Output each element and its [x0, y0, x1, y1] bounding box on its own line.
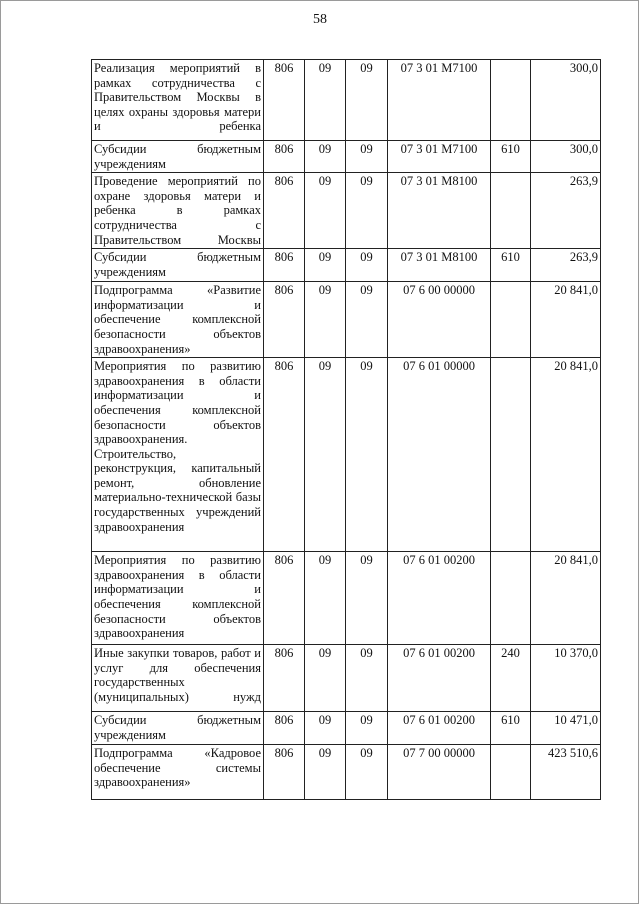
amount-value: 263,9 [531, 249, 601, 282]
budget-table [91, 59, 601, 800]
section-code: 09 [305, 552, 346, 645]
row-description [92, 745, 264, 800]
subsection-code: 09 [346, 60, 388, 141]
expense-type-code: 240 [491, 645, 531, 712]
table-row [92, 141, 601, 173]
description-line: обеспечения комплексной [94, 402, 261, 417]
description-line: Мероприятия по развитию [94, 359, 261, 374]
description-line: материально-технической [94, 490, 233, 505]
row-description [92, 60, 264, 141]
expense-type-code [491, 745, 531, 800]
description-line: Реализация мероприятий в [94, 61, 261, 75]
subsection-code: 09 [346, 141, 388, 173]
subsection-code: 09 [346, 282, 388, 358]
amount-value: 300,0 [531, 141, 601, 173]
section-code: 09 [305, 645, 346, 712]
subsection-code: 09 [346, 358, 388, 552]
section-code: 09 [305, 282, 346, 358]
description-line: Субсидии бюджетным [94, 713, 261, 728]
section-code: 09 [305, 141, 346, 173]
description-line: информатизации и [94, 388, 261, 403]
ministry-code: 806 [264, 552, 305, 645]
row-description [92, 358, 264, 552]
subsection-code: 09 [346, 645, 388, 712]
description-line: Иные закупки товаров, работ [94, 646, 251, 661]
description-line: базы государственных [94, 490, 261, 520]
table-row [92, 60, 601, 141]
description-line: сотрудничества с [94, 217, 261, 232]
expense-type-code [491, 173, 531, 249]
amount-value: 423 510,6 [531, 745, 601, 800]
description-line: Правительством Москвы [94, 232, 261, 247]
description-line: Мероприятия по развитию [94, 553, 261, 568]
expense-type-code: 610 [491, 141, 531, 173]
target-article-code: 07 7 00 00000 [388, 745, 491, 800]
description-line: учреждений [196, 505, 261, 520]
ministry-code: 806 [264, 249, 305, 282]
ministry-code: 806 [264, 282, 305, 358]
target-article-code: 07 6 00 00000 [388, 282, 491, 358]
target-article-code: 07 3 01 М7100 [388, 60, 491, 141]
description-line: учреждениям [94, 727, 166, 742]
description-line: Подпрограмма «Развитие [94, 283, 261, 298]
description-line: безопасности объектов [94, 611, 261, 626]
section-code: 09 [305, 358, 346, 552]
table-row [92, 552, 601, 645]
row-description [92, 249, 264, 282]
description-line: Подпрограмма «Кадровое [94, 746, 261, 761]
description-line: ремонт, обновление [94, 475, 261, 490]
amount-value: 10 471,0 [531, 712, 601, 745]
table-row [92, 358, 601, 552]
subsection-code: 09 [346, 173, 388, 249]
description-line: здравоохранения в области [94, 373, 261, 388]
row-description [92, 645, 264, 712]
ministry-code: 806 [264, 60, 305, 141]
target-article-code: 07 6 01 00200 [388, 552, 491, 645]
amount-value: 300,0 [531, 60, 601, 141]
description-line: (муниципальных) нужд [94, 689, 261, 704]
description-line: здравоохранения [94, 519, 185, 534]
budget-table-body [92, 60, 601, 800]
description-line: Строительство, [94, 446, 177, 461]
ministry-code: 806 [264, 358, 305, 552]
description-line: информатизации и [94, 297, 261, 312]
description-line: матери и ребенка [94, 104, 261, 134]
row-description [92, 173, 264, 249]
expense-type-code [491, 60, 531, 141]
amount-value: 20 841,0 [531, 552, 601, 645]
description-line: безопасности объектов [94, 417, 261, 432]
expense-type-code [491, 282, 531, 358]
description-line: Проведение мероприятий по [94, 174, 261, 189]
description-line: учреждениям [94, 156, 166, 171]
ministry-code: 806 [264, 173, 305, 249]
ministry-code: 806 [264, 712, 305, 745]
description-line: государственных [94, 675, 185, 690]
subsection-code: 09 [346, 712, 388, 745]
description-line: безопасности объектов [94, 326, 261, 341]
table-row [92, 282, 601, 358]
expense-type-code [491, 552, 531, 645]
expense-type-code: 610 [491, 712, 531, 745]
page-number: 58 [313, 12, 327, 27]
description-line: целях охраны здоровья [94, 104, 220, 119]
description-line: рамках сотрудничества с [94, 75, 261, 90]
table-row [92, 745, 601, 800]
section-code: 09 [305, 60, 346, 141]
section-code: 09 [305, 249, 346, 282]
target-article-code: 07 6 01 00000 [388, 358, 491, 552]
description-line: учреждениям [94, 264, 166, 279]
section-code: 09 [305, 745, 346, 800]
description-line: обеспечения комплексной [94, 596, 261, 611]
amount-value: 20 841,0 [531, 358, 601, 552]
description-line: здравоохранения в области [94, 567, 261, 582]
description-line: Субсидии бюджетным [94, 250, 261, 265]
subsection-code: 09 [346, 552, 388, 645]
target-article-code: 07 6 01 00200 [388, 645, 491, 712]
description-line: ребенка в рамках [94, 203, 261, 218]
table-row [92, 712, 601, 745]
target-article-code: 07 3 01 М8100 [388, 249, 491, 282]
description-line: реконструкция, капитальный [94, 461, 261, 476]
description-line: здравоохранения. [94, 432, 188, 447]
ministry-code: 806 [264, 745, 305, 800]
amount-value: 20 841,0 [531, 282, 601, 358]
description-line: и услуг для обеспечения [94, 646, 261, 675]
row-description [92, 282, 264, 358]
table-row [92, 173, 601, 249]
description-line: информатизации и [94, 582, 261, 597]
section-code: 09 [305, 173, 346, 249]
description-line: здравоохранения» [94, 775, 191, 790]
target-article-code: 07 6 01 00200 [388, 712, 491, 745]
description-line: обеспечение комплексной [94, 312, 261, 327]
row-description [92, 712, 264, 745]
amount-value: 263,9 [531, 173, 601, 249]
subsection-code: 09 [346, 745, 388, 800]
table-row [92, 249, 601, 282]
row-description [92, 552, 264, 645]
description-line: Правительством Москвы в [94, 90, 261, 105]
expense-type-code: 610 [491, 249, 531, 282]
table-row [92, 645, 601, 712]
amount-value: 10 370,0 [531, 645, 601, 712]
section-code: 09 [305, 712, 346, 745]
subsection-code: 09 [346, 249, 388, 282]
description-line: здравоохранения [94, 626, 185, 641]
description-line: обеспечение системы [94, 760, 261, 775]
description-line: Субсидии бюджетным [94, 142, 261, 156]
expense-type-code [491, 358, 531, 552]
target-article-code: 07 3 01 М8100 [388, 173, 491, 249]
target-article-code: 07 3 01 М7100 [388, 141, 491, 173]
ministry-code: 806 [264, 645, 305, 712]
row-description [92, 141, 264, 173]
description-line: охране здоровья матери и [94, 188, 261, 203]
ministry-code: 806 [264, 141, 305, 173]
description-line: здравоохранения» [94, 341, 191, 356]
